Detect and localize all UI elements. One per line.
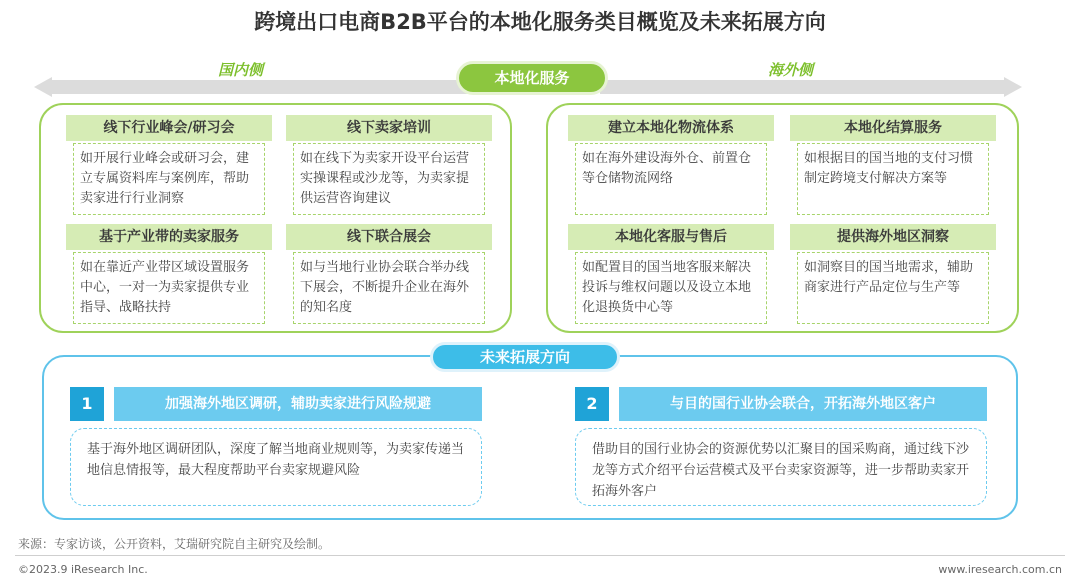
card-title: 建立本地化物流体系 — [568, 115, 774, 141]
card-title: 本地化结算服务 — [790, 115, 996, 141]
domestic-card-2 — [286, 115, 492, 206]
overseas-side-label: 海外侧 — [768, 61, 814, 79]
right-arrow-bar — [600, 80, 1005, 94]
card-text: 如在靠近产业带区域设置服务中心，一对一为卖家提供专业指导、战略扶持 — [73, 252, 265, 324]
direction-number-1: 1 — [70, 387, 104, 421]
domestic-card-1 — [66, 115, 272, 206]
card-text: 如在海外建设海外仓、前置仓等仓储物流网络 — [575, 143, 767, 215]
card-text: 如在线下为卖家开设平台运营实操课程或沙龙等，为卖家提供运营咨询建议 — [293, 143, 485, 215]
source-note: 来源：专家访谈，公开资料，艾瑞研究院自主研究及绘制。 — [18, 537, 331, 551]
direction-number-2: 2 — [575, 387, 609, 421]
left-arrow-bar — [50, 80, 470, 94]
localization-service-pill: 本地化服务 — [456, 61, 608, 95]
direction-text-1: 基于海外地区调研团队，深度了解当地商业规则等，为卖家传递当地信息情报等，最大程度帮助平台卖家规避风险 — [70, 428, 482, 506]
overseas-card-3 — [568, 224, 774, 315]
card-title: 提供海外地区洞察 — [790, 224, 996, 250]
overseas-card-2 — [790, 115, 996, 186]
card-text: 如洞察目的国当地需求，辅助商家进行产品定位与生产等 — [797, 252, 989, 324]
card-text: 如配置目的国当地客服来解决投诉与维权问题以及设立本地化退换货中心等 — [575, 252, 767, 324]
future-direction-pill: 未来拓展方向 — [430, 342, 620, 372]
overseas-card-1 — [568, 115, 774, 186]
copyright: ©2023.9 iResearch Inc. — [18, 563, 148, 576]
domestic-card-3 — [66, 224, 272, 315]
card-title: 本地化客服与售后 — [568, 224, 774, 250]
direction-text-2: 借助目的国行业协会的资源优势以汇聚目的国采购商，通过线下沙龙等方式介绍平台运营模式及平台卖家资源等，进一步帮助卖家开拓海外客户 — [575, 428, 987, 506]
direction-title-2: 与目的国行业协会联合，开拓海外地区客户 — [619, 387, 987, 421]
card-text: 如开展行业峰会或研习会，建立专属资料库与案例库，帮助卖家进行行业洞察 — [73, 143, 265, 215]
domestic-card-4 — [286, 224, 492, 315]
card-title: 线下行业峰会/研习会 — [66, 115, 272, 141]
website-link[interactable]: www.iresearch.com.cn — [938, 563, 1062, 576]
footer-divider — [15, 555, 1065, 556]
card-title: 线下联合展会 — [286, 224, 492, 250]
card-text: 如根据目的国当地的支付习惯制定跨境支付解决方案等 — [797, 143, 989, 215]
overseas-card-4 — [790, 224, 996, 295]
page-title: 跨境出口电商B2B平台的本地化服务类目概览及未来拓展方向 — [254, 10, 826, 34]
right-arrow-head — [1004, 77, 1022, 97]
card-title: 基于产业带的卖家服务 — [66, 224, 272, 250]
direction-title-1: 加强海外地区调研，辅助卖家进行风险规避 — [114, 387, 482, 421]
domestic-side-label: 国内侧 — [218, 61, 264, 79]
card-text: 如与当地行业协会联合举办线下展会，不断提升企业在海外的知名度 — [293, 252, 485, 324]
card-title: 线下卖家培训 — [286, 115, 492, 141]
